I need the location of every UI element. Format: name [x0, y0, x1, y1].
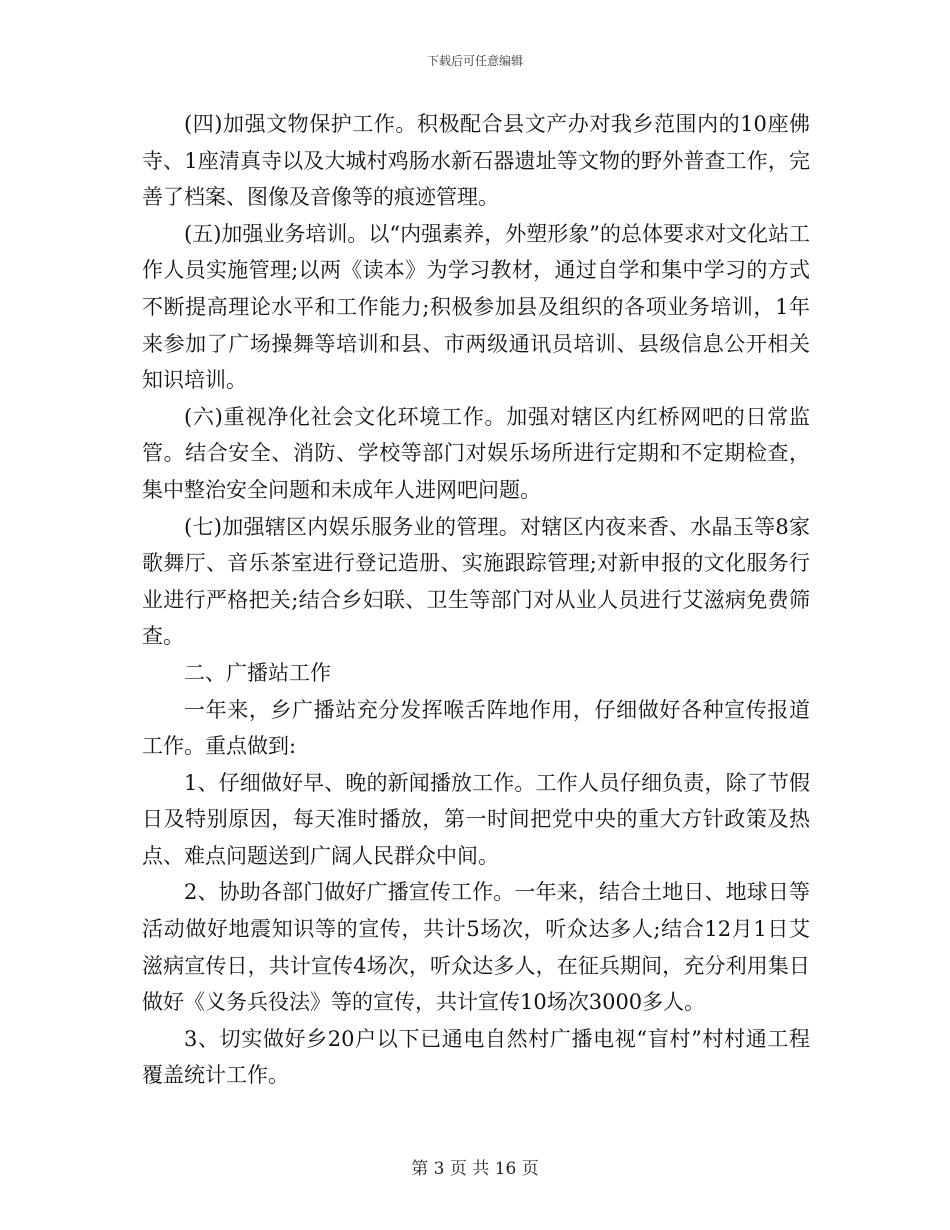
paragraph-news-broadcast: 1、仔细做好早、晚的新闻播放工作。工作人员仔细负责，除了节假日及特别原因，每天准时播放，第一时间把党中央的重大方针政策及热点、难点问题送到广阔人民群众中间。: [142, 770, 810, 868]
document-body: [142, 106, 810, 1094]
paragraph-assist-departments: 2、协助各部门做好广播宣传工作。一年来，结合土地日、地球日等活动做好地震知识等的宣传，共计5场次，听众达多人;结合12月1日艾滋病宣传日，共计宣传4场次，听众达多人，在征兵期间，充分利用集日做好《义务兵役法》等的宣传，共计宣传10场次3000多人。: [142, 880, 810, 1015]
paragraph-coverage-statistics: 3、切实做好乡20户以下已通电自然村广播电视“盲村”村村通工程覆盖统计工作。: [142, 1026, 810, 1088]
paragraph-cultural-environment: (六)重视净化社会文化环境工作。加强对辖区内红桥网吧的日常监管。结合安全、消防、学校等部门对娱乐场所进行定期和不定期检查，集中整治安全问题和未成年人进网吧问题。: [142, 404, 810, 502]
paragraph-business-training: (五)加强业务培训。以“内强素养，外塑形象”的总体要求对文化站工作人员实施管理;以两《读本》为学习教材，通过自学和集中学习的方式不断提高理论水平和工作能力;积极参加县及组织的各项业务培训，1年来参加了广场操舞等培训和县、市两级通讯员培训、县级信息公开相关知识培训。: [142, 221, 810, 393]
paragraph-entertainment-management: (七)加强辖区内娱乐服务业的管理。对辖区内夜来香、水晶玉等8家歌舞厅、音乐茶室进行登记造册、实施跟踪管理;对新申报的文化服务行业进行严格把关;结合乡妇联、卫生等部门对从业人员进行艾滋病免费筛查。: [142, 514, 810, 649]
page-number-footer: 第 3 页 共 16 页: [411, 1159, 539, 1179]
paragraph-broadcast-intro: 一年来，乡广播站充分发挥喉舌阵地作用，仔细做好各种宣传报道工作。重点做到:: [142, 697, 810, 759]
paragraph-cultural-relics: (四)加强文物保护工作。积极配合县文产办对我乡范围内的10座佛寺、1座清真寺以及大城村鸡肠水新石器遗址等文物的野外普查工作，完善了档案、图像及音像等的痕迹管理。: [142, 112, 810, 210]
page-header-note: 下载后可任意编辑: [426, 54, 523, 68]
section-heading-broadcast-station: 二、广播站工作: [184, 660, 331, 685]
